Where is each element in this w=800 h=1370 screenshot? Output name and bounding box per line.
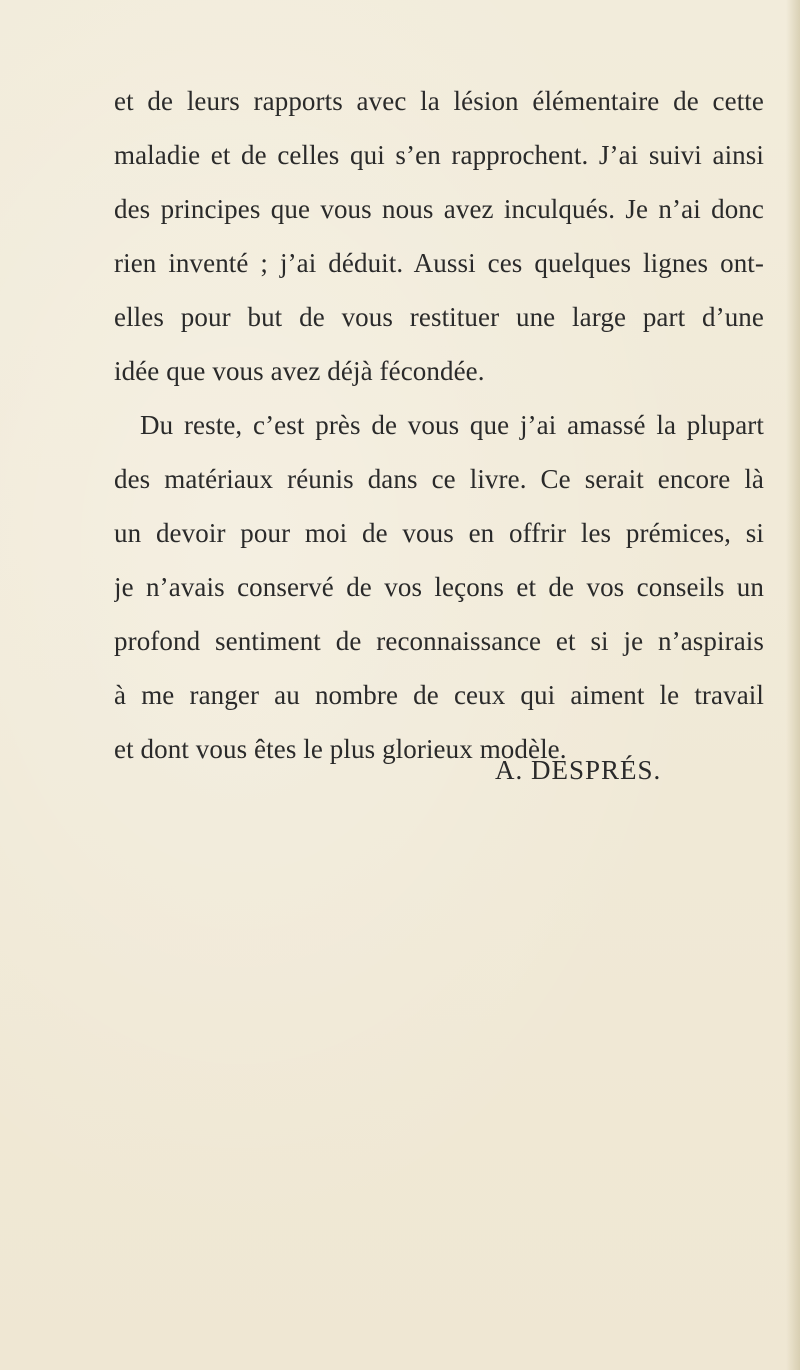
text-line: rien inventé ; j’ai déduit. Aussi ces quelques lignes ont- [114, 248, 764, 278]
page-edge [786, 0, 800, 1370]
text-line: des principes que vous nous avez inculqués. Je n’ai donc [114, 194, 764, 224]
text-line: un devoir pour moi de vous en offrir les prémices, si [114, 518, 764, 548]
text-line: et de leurs rapports avec la lésion élémentaire de cette [114, 86, 764, 116]
text-line: profond sentiment de reconnaissance et si je n’aspirais [114, 626, 764, 656]
paragraph-1 [114, 74, 764, 398]
text-line: Du reste, c’est près de vous que j’ai amassé la plupart [140, 410, 764, 440]
text-line: maladie et de celles qui s’en rapprochent. J’ai suivi ainsi [114, 140, 764, 170]
text-line: des matériaux réunis dans ce livre. Ce serait encore là [114, 464, 764, 494]
author-signature: A. DESPRÉS. [495, 755, 662, 785]
text-line: et dont vous êtes le plus glorieux modèle. [114, 734, 567, 764]
paragraph-2 [114, 398, 764, 776]
body-text [114, 74, 764, 776]
text-line: à me ranger au nombre de ceux qui aiment le travail [114, 680, 764, 710]
text-line: idée que vous avez déjà fécondée. [114, 356, 485, 386]
text-line: je n’avais conservé de vos leçons et de vos conseils un [114, 572, 764, 602]
text-line: elles pour but de vous restituer une large part d’une [114, 302, 764, 332]
